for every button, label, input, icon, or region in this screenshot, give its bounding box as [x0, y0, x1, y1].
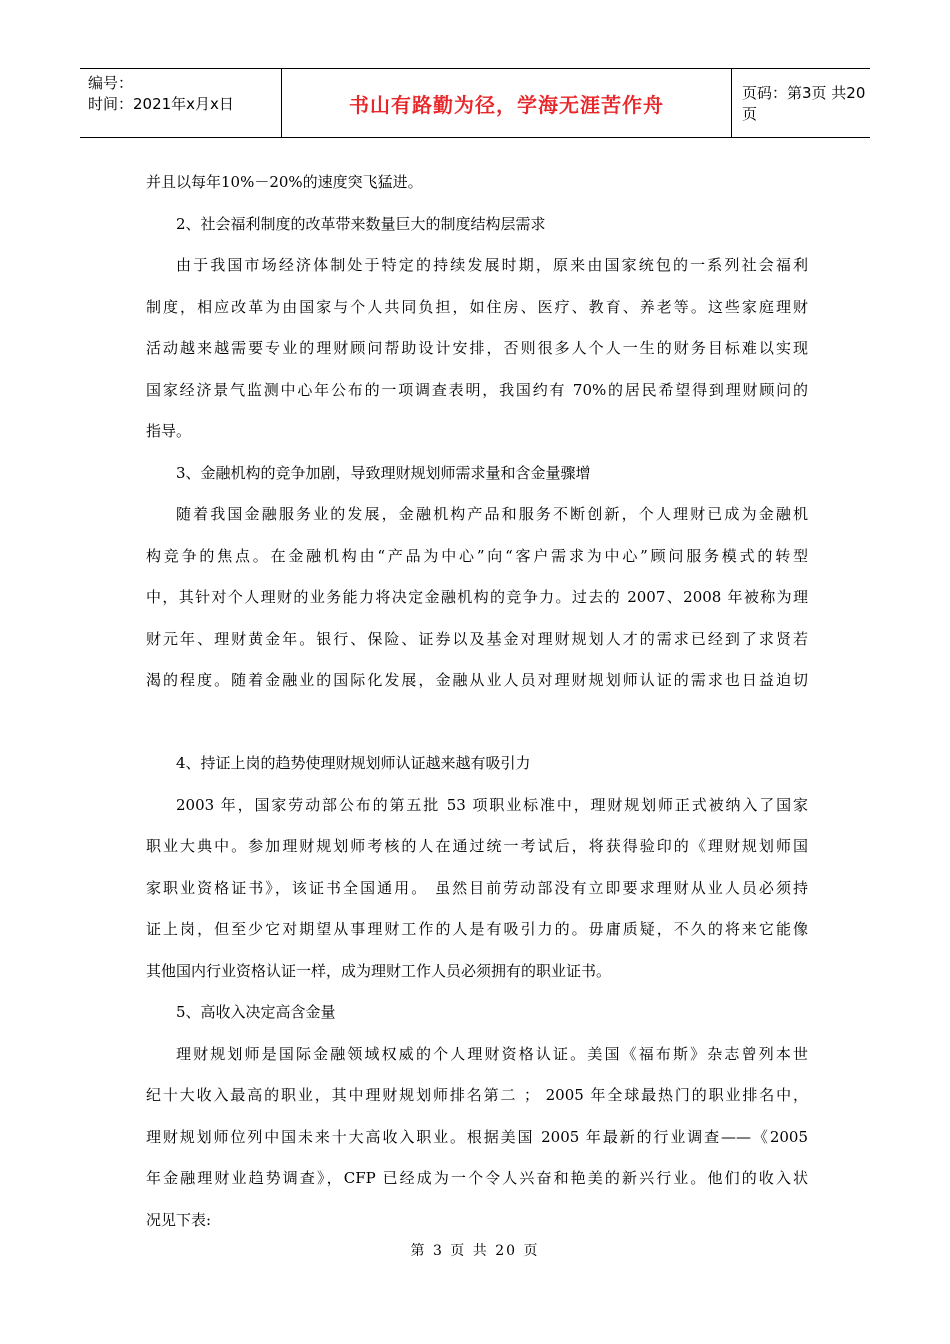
section-heading-2: 2、社会福利制度的改革带来数量巨大的制度结构层需求 [176, 214, 546, 233]
date-label: 时间：2021年x月x日 [88, 95, 234, 113]
number-label: 编号： [88, 74, 134, 92]
header-motto: 书山有路勤为径，学海无涯苦作舟 [282, 69, 732, 137]
document-body [146, 162, 808, 1241]
paragraph-line: 指导。 [146, 422, 192, 440]
paragraph-line: 理财规划师是国际金融领域权威的个人理财资格认证。美国《福布斯》杂志曾列本世 [176, 1044, 808, 1063]
page-header [80, 68, 870, 138]
paragraph-line: 职业大典中。参加理财规划师考核的人在通过统一考试后，将获得验印的《理财规划师国 [146, 837, 808, 855]
header-meta [80, 69, 282, 137]
paragraph-line: 渴的程度。随着金融业的国际化发展，金融从业人员对理财规划师认证的需求也日益迫切 [146, 671, 808, 689]
paragraph-line: 活动越来越需要专业的理财顾问帮助设计安排，否则很多人个人一生的财务目标难以实现 [146, 339, 808, 357]
section-heading-5: 5、高收入决定高含金量 [176, 1003, 336, 1021]
paragraph-line: 并且以每年10%－20%的速度突飞猛进。 [146, 173, 423, 191]
section-heading-3: 3、金融机构的竞争加剧，导致理财规划师需求量和含金量骤增 [176, 463, 591, 482]
paragraph-line: 证上岗，但至少它对期望从事理财工作的人是有吸引力的。毋庸质疑，不久的将来它能像 [146, 920, 808, 938]
paragraph-line: 理财规划师位列中国未来十大高收入职业。根据美国 2005 年最新的行业调查——《2005 [146, 1127, 808, 1146]
paragraph-line: 中，其针对个人理财的业务能力将决定金融机构的竞争力。过去的 2007、2008 年被称为理 [146, 588, 808, 606]
paragraph-line: 年金融理财业趋势调查》，CFP 已经成为一个令人兴奋和艳美的新兴行业。他们的收入状 [146, 1169, 808, 1187]
section-heading-4: 4、持证上岗的趋势使理财规划师认证越来越有吸引力 [176, 754, 531, 772]
header-page-info: 页码：第3页 共20页 [742, 84, 866, 123]
page-footer: 第 3 页 共 20 页 [410, 1243, 540, 1259]
paragraph-line: 2003 年，国家劳动部公布的第五批 53 项职业标准中，理财规划师正式被纳入了国家 [176, 795, 808, 814]
paragraph-line: 纪十大收入最高的职业，其中理财规划师排名第二 ； 2005 年全球最热门的职业排名中， [146, 1086, 808, 1104]
paragraph-line: 财元年、理财黄金年。银行、保险、证券以及基金对理财规划人才的需求已经到了求贤若 [146, 629, 808, 648]
paragraph-line: 国家经济景气监测中心年公布的一项调查表明，我国约有 70%的居民希望得到理财顾问的 [146, 380, 808, 399]
paragraph-line: 况见下表: [146, 1210, 212, 1229]
paragraph-line: 随着我国金融服务业的发展，金融机构产品和服务不断创新，个人理财已成为金融机 [176, 505, 808, 523]
paragraph-line: 制度，相应改革为由国家与个人共同负担，如住房、医疗、教育、养老等。这些家庭理财 [146, 297, 808, 316]
paragraph-gap [146, 702, 808, 744]
paragraph-line: 家职业资格证书》，该证书全国通用。 虽然目前劳动部没有立即要求理财从业人员必须持 [146, 878, 808, 897]
paragraph-line: 由于我国市场经济体制处于特定的持续发展时期，原来由国家统包的一系列社会福利 [176, 256, 808, 274]
paragraph-line: 构竞争的焦点。在金融机构由“产品为中心”向“客户需求为中心”顾问服务模式的转型 [146, 546, 808, 565]
paragraph-line: 其他国内行业资格认证一样，成为理财工作人员必须拥有的职业证书。 [146, 961, 612, 980]
